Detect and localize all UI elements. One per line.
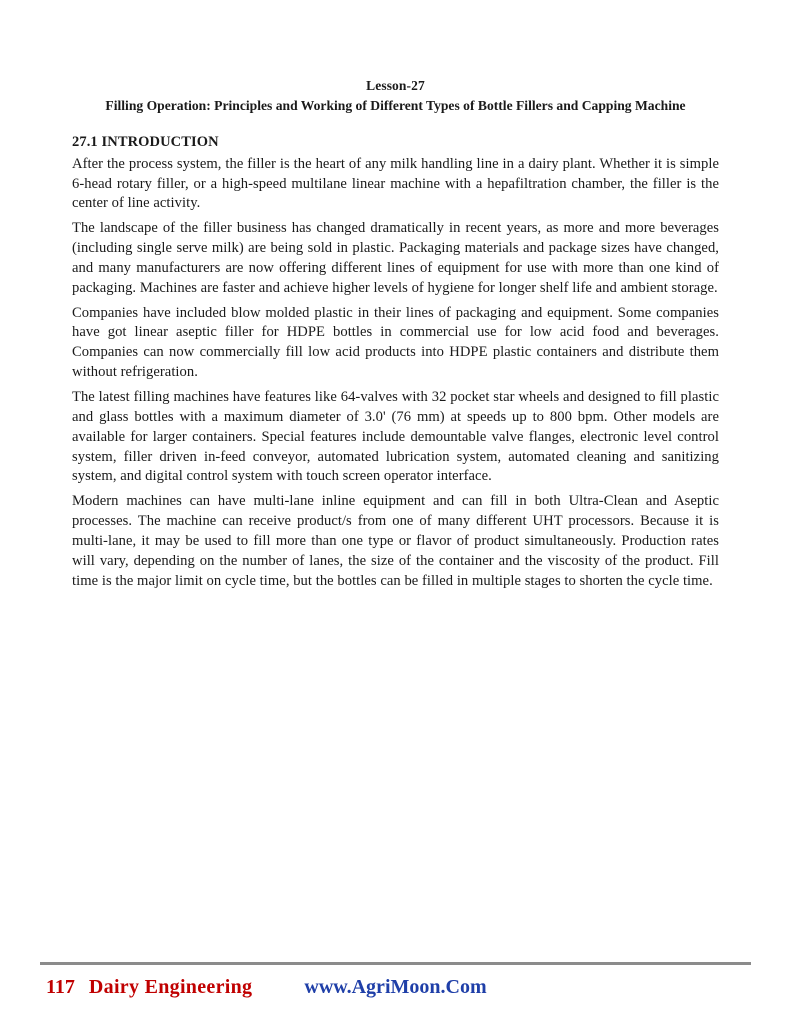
footer-left-group — [46, 976, 745, 999]
footer-divider — [40, 962, 751, 965]
paragraph: The latest filling machines have features like 64-valves with 32 pocket star wheels and designed to fill plastic and glass bottles with a maximum diameter of 3.0' (76 mm) at speeds up to 800 bpm. Other models are available for larger containers. Special features include demountable valve flanges, electronic level control system, filler driven in-feed conveyor, automated lubrication system, automated cleaning and sanitizing system, and digital control system with touch screen operator interface. — [72, 388, 719, 485]
footer-website-link[interactable]: www.AgriMoon.Com — [304, 976, 487, 998]
paragraph: After the process system, the filler is the heart of any milk handling line in a dairy plant. Whether it is simple 6-head rotary filler, or a high-speed multilane linear machine with a hepafiltration chamber, the filler is the center of line activity. — [72, 155, 719, 212]
page-title: Filling Operation: Principles and Working of Different Types of Bottle Fillers and Capping Machine — [105, 98, 686, 113]
page-footer — [0, 962, 791, 1024]
section-heading-introduction: 27.1 INTRODUCTION — [72, 133, 219, 150]
footer-book-title: Dairy Engineering — [88, 976, 253, 998]
page-number: 117 — [46, 976, 75, 998]
lesson-label: Lesson-27 — [366, 78, 425, 93]
paragraph: Companies have included blow molded plastic in their lines of packaging and equipment. Some companies have got linear aseptic filler for HDPE bottles in commercial use for low acid food and beverages. Companies can now commercially fill low acid products into HDPE plastic containers and distribute them without refrigeration. — [72, 304, 719, 381]
paragraph: Modern machines can have multi-lane inline equipment and can fill in both Ultra-Clean and Aseptic processes. The machine can receive product/s from one of many different UHT processors. Because it is multi-lane, it may be used to fill more than one type or flavor of product simultaneously. Production rates will vary, depending on the number of lanes, the size of the container and the viscosity of the product. Fill time is the major limit on cycle time, but the bottles can be filled in multiple stages to shorten the cycle time. — [72, 493, 719, 589]
paragraph: The landscape of the filler business has changed dramatically in recent years, as more and more beverages (including single serve milk) are being sold in plastic. Packaging materials and package sizes have changed, and many manufacturers are now offering different lines of equipment for use with more than one kind of packaging. Machines are faster and achieve higher levels of hygiene for longer shelf life and ambient storage. — [72, 220, 719, 296]
